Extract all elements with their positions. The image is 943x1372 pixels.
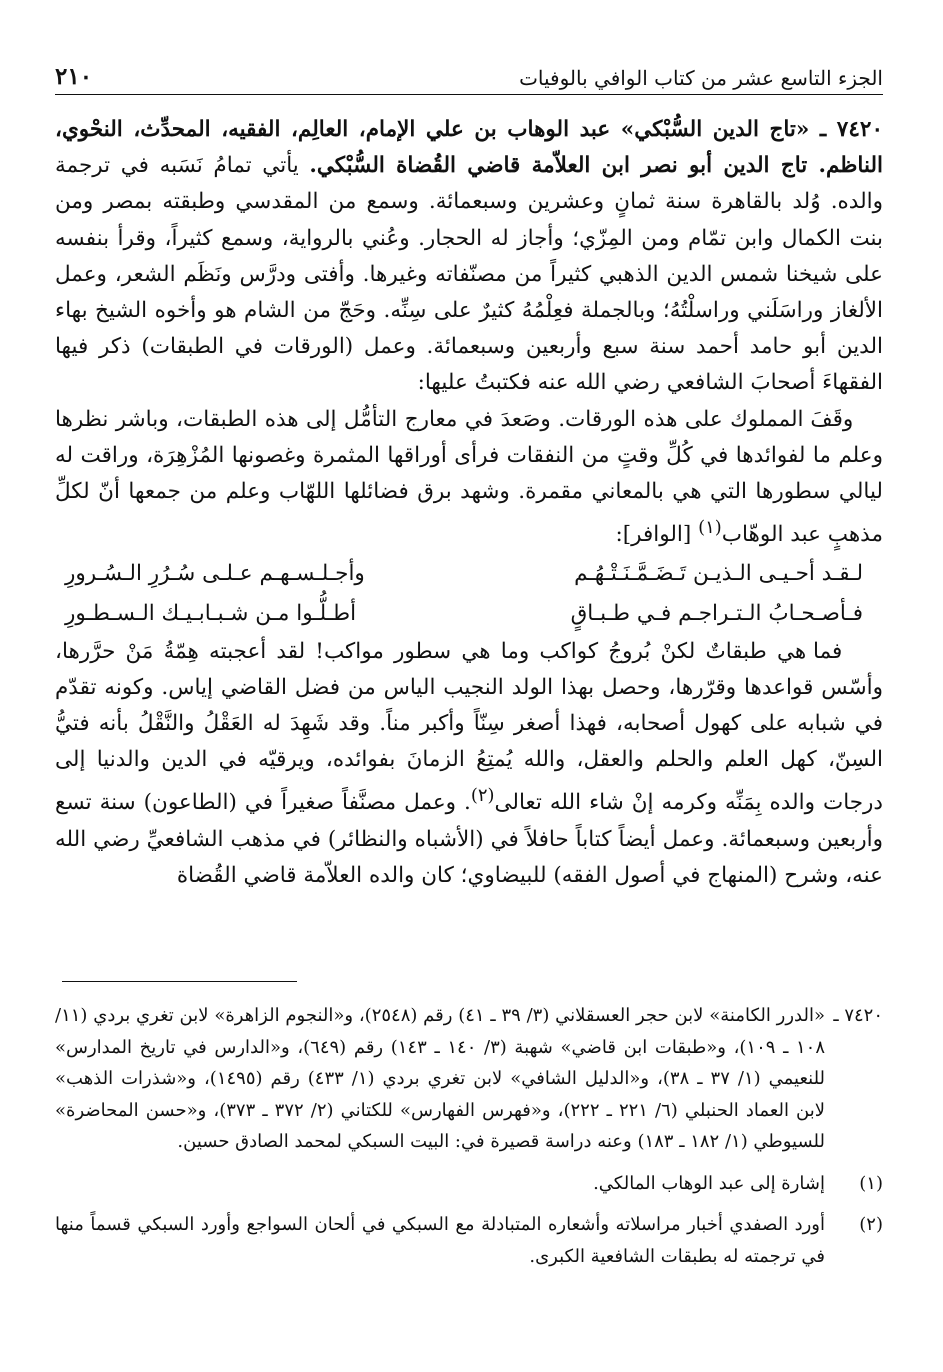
verse-hemistich-left: أطـلُّـوا مـن شـبـابـيـك الـسـطـورِ — [65, 600, 357, 626]
page-header — [55, 52, 883, 95]
footnote-ref: (١) — [698, 517, 722, 539]
verse-hemistich-right: لـقـد أحـيـى الـذيـن تَـضَـمَّـنَـتْـهُـم — [574, 560, 863, 586]
paragraph-text: . وعمل مصنَّفاً صغيراً في (الطاعون) سنة تسع وأربعين وسبعمائة. وعمل أيضاً كتاباً حافلاً في (الأشباه والنظائر) في مذهب الشافعيِّ رضي الله عنه، وشرح (المنهاج في أصول الفقه) للبيضاوي؛ كان والده العلاّمة قاضي القُضاة — [55, 790, 883, 888]
footnote — [55, 1209, 883, 1272]
page-number: ٢١٠ — [55, 63, 93, 90]
running-title: الجزء التاسع عشر من كتاب الوافي بالوفيات — [519, 66, 883, 90]
entry-paragraph-2 — [55, 402, 883, 554]
entry-heading: ٧٤٢٠ ـ «تاج الدين السُّبْكي» عبد الوهاب بن علي الإمام، العالِم، الفقيه، المحدِّث، النحْوي، الناظم. تاج الدين أبو نصر ابن العلاّمة قاضي القُضاة السُّبْكي. — [55, 117, 883, 179]
footnote-text: إشارة إلى عبد الوهاب المالكي. — [593, 1172, 825, 1194]
footnote-text: «الدرر الكامنة» لابن حجر العسقلاني (٣/ ٣٩ ـ ٤١) رقم (٢٥٤٨)، و«النجوم الزاهرة» لابن تغري بردي (١١/ ١٠٨ ـ ١٠٩)، و«طبقات ابن قاضي» شهبة (٣/ ١٤٠ ـ ١٤٣) رقم (٦٤٩)، و«الدارس في تاريخ المدارس» للنعيمي (١/ ٣٧ ـ ٣٨)، و«الدليل الشافي» لابن تغري بردي (١/ ٤٣٣) رقم (١٤٩٥)، و«شذرات الذهب» لابن العماد الحنبلي (٦/ ٢٢١ ـ ٢٢٢)، و«فهرس الفهارس» للكتاني (٢/ ٣٧٢ ـ ٣٧٣)، و«حسن المحاضرة» للسيوطي (١/ ١٨٢ ـ ١٨٣) وعنه دراسة قصيرة في: البيت السبكي لمحمد الصادق حسين. — [55, 1005, 826, 1152]
verse-line — [55, 594, 883, 634]
entry-paragraph-3 — [55, 634, 883, 895]
footnote — [55, 1000, 883, 1158]
footnote-number: (١) — [859, 1172, 883, 1194]
main-text — [55, 112, 883, 894]
footnote-separator — [62, 981, 297, 982]
verse-hemistich-right: فـأصـحـابُ الـتـراجـم فـي طـبـاقٍ — [570, 600, 863, 626]
paragraph-text: فما هي طبقاتٌ لكنْ بُروجُ كواكب وما هي سطور مواكب! لقد أعجبته هِمّةُ مَنْ حرَّرها، وأسّس قواعدها وقرّرها، وحصل بهذا الولد النجيب الياس من فضل القاضي إياس. وكونه تقدّم في شبابه على كهول أصحابه، فهذا أصغر سِنّاً وأكبر مناً. وقد شَهِدَ له العَقْلُ والنَّقْلُ بأنه فتيُّ السِنّ، كهل العلم والحلم والعقل، والله يُمتِعُ الزمانَ بفوائده، ويرقيّه في الدين والدنيا إلى درجات والده بِمَنِّه وكرمه إنْ شاء الله تعالى — [55, 638, 883, 816]
entry-paragraph-1 — [55, 112, 883, 402]
paragraph-text: يأتي تمامُ نَسَبه في ترجمة والده. وُلد بالقاهرة سنة ثمانٍ وعشرين وسبعمائة. وسمع من المقدسي وطبقته بمصر ومن بنت الكمال وابن تمّام ومن المِزّي؛ وأجاز له الحجار. وعُني بالرواية، وسمع كثيراً، وقرأ بنفسه على شيخنا شمس الدين الذهبي كثيراً من مصنّفاته وغيرها. وأفتى ودرَّس ونَظَم الشعر، وعمل الألغاز وراسَلَني وراسلْتُهُ؛ وبالجملة فعِلْمُهُ كثيرٌ على سِنِّه. وحَجّ من الشام هو وأخوه الشيخ بهاء الدين أبو حامد أحمد سنة سبع وأربعين وسبعمائة. وعمل (الورقات في الطبقات) ذكر فيها الفقهاءَ أصحابَ الشافعي رضي الله عنه فكتبتُ عليها: — [55, 153, 884, 396]
paragraph-text: وقَفَ المملوك على هذه الورقات. وصَعدَ في معارج التأمُّل إلى هذه الطبقات، وباشر نظرها وعلم ما لفوائدها في كُلِّ وقتٍ من النفقات فرأى أوراقها المثمرة وغصونها المُزْهِرَة، وراقت له ليالي سطورها التي هي بالمعاني مقمرة. وشهد برق فضائلها اللهّاب وعلم من جمعها أنّ لكلِّ مذهبٍ عبد الوهّاب — [55, 406, 883, 548]
footnote-number: ٧٤٢٠ ـ — [833, 1005, 883, 1026]
footnote — [55, 1168, 883, 1200]
verse-meter: [الوافر]: — [615, 522, 692, 548]
footnote-ref: (٢) — [470, 785, 495, 807]
verse-line — [55, 554, 883, 594]
footnote-number: (٢) — [859, 1214, 883, 1235]
footnotes — [55, 1000, 883, 1282]
verse-hemistich-left: وأجـلـسـهـم عـلـى سُـرُرِ الـسُـرورِ — [65, 560, 365, 586]
footnote-text: أورد الصفدي أخبار مراسلاته وأشعاره المتبادلة مع السبكي في ألحان السواجع وأورد السبكي قسماً منها في ترجمته له بطبقات الشافعية الكبرى. — [55, 1214, 825, 1267]
